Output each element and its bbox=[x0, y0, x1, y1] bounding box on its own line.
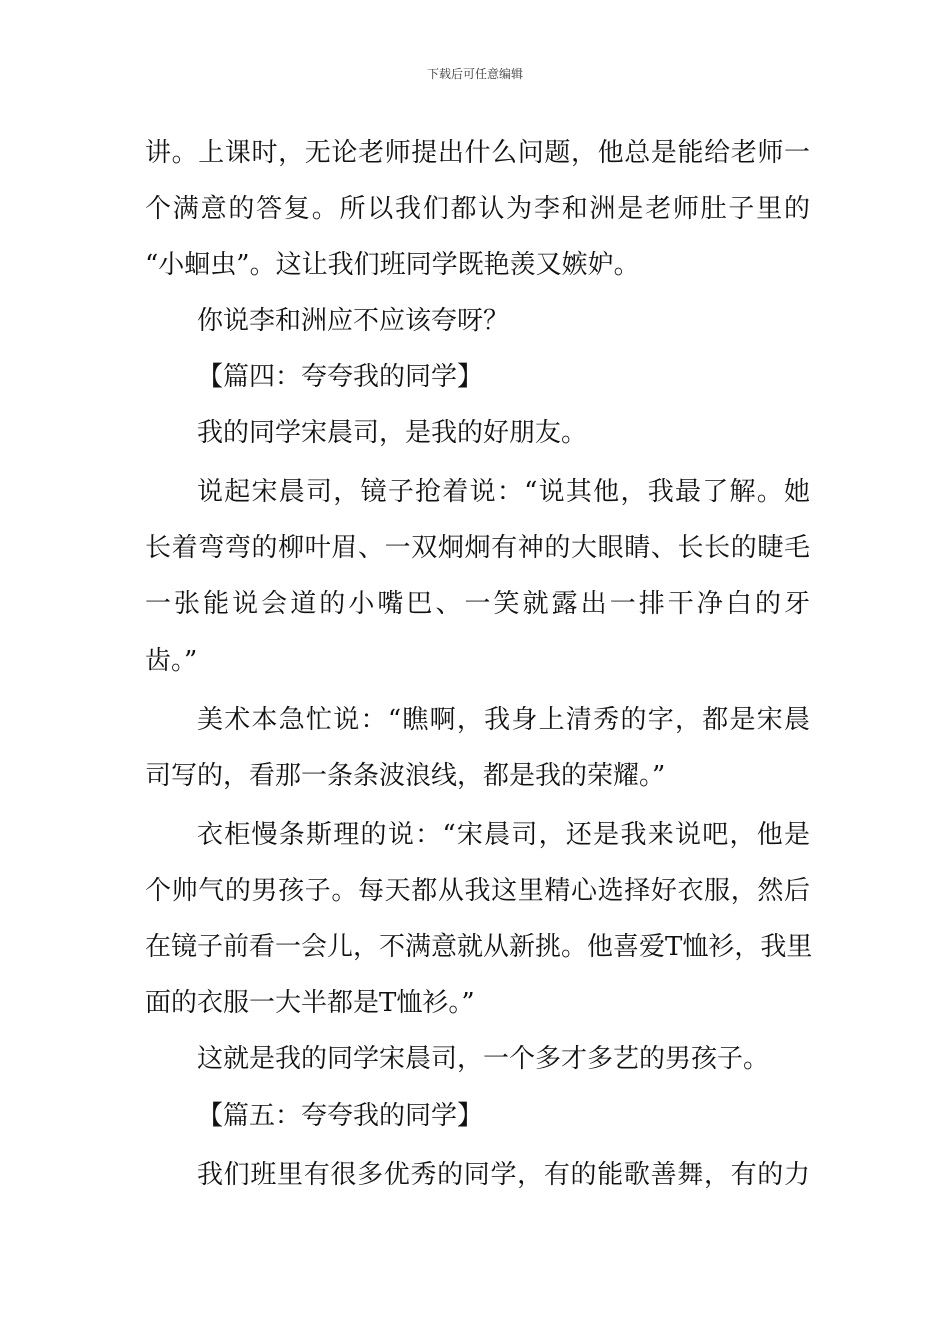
paragraph-line: 个满意的答复。所以我们都认为李和洲是老师肚子里的 bbox=[145, 194, 810, 224]
paragraph-line: 讲。上课时，无论老师提出什么问题，他总是能给老师一 bbox=[145, 138, 810, 168]
paragraph-line: 面的衣服一大半都是T恤衫。” bbox=[145, 988, 475, 1018]
section-heading: 【篇五：夸夸我的同学】 bbox=[197, 1101, 484, 1131]
page-header: 下载后可任意编辑 bbox=[426, 67, 523, 81]
paragraph-line: 司写的，看那一条条波浪线，都是我的荣耀。” bbox=[145, 761, 666, 791]
paragraph-line: 齿。” bbox=[145, 646, 198, 676]
paragraph-line: 说起宋晨司，镜子抢着说：“说其他，我最了解。她 bbox=[197, 477, 810, 507]
paragraph-line: 衣柜慢条斯理的说：“宋晨司，还是我来说吧，他是 bbox=[197, 820, 810, 850]
paragraph-line: 美术本急忙说：“瞧啊，我身上清秀的字，都是宋晨 bbox=[197, 705, 810, 735]
paragraph-line: 个帅气的男孩子。每天都从我这里精心选择好衣服，然后 bbox=[145, 876, 810, 906]
section-heading: 【篇四：夸夸我的同学】 bbox=[197, 362, 484, 392]
paragraph-line: 长着弯弯的柳叶眉、一双炯炯有神的大眼睛、长长的睫毛 bbox=[145, 533, 810, 563]
paragraph-line: 你说李和洲应不应该夸呀？ bbox=[197, 306, 510, 336]
paragraph-line: 在镜子前看一会儿，不满意就从新挑。他喜爱T恤衫，我里 bbox=[145, 932, 813, 962]
paragraph-line: “小蛔虫”。这让我们班同学既艳羡又嫉妒。 bbox=[145, 250, 640, 280]
paragraph-line: 我们班里有很多优秀的同学，有的能歌善舞，有的力 bbox=[197, 1160, 810, 1190]
paragraph-line: 这就是我的同学宋晨司，一个多才多艺的男孩子。 bbox=[197, 1044, 770, 1074]
paragraph-line: 我的同学宋晨司，是我的好朋友。 bbox=[197, 418, 588, 448]
paragraph-line: 一张能说会道的小嘴巴、一笑就露出一排干净白的牙 bbox=[145, 589, 810, 619]
